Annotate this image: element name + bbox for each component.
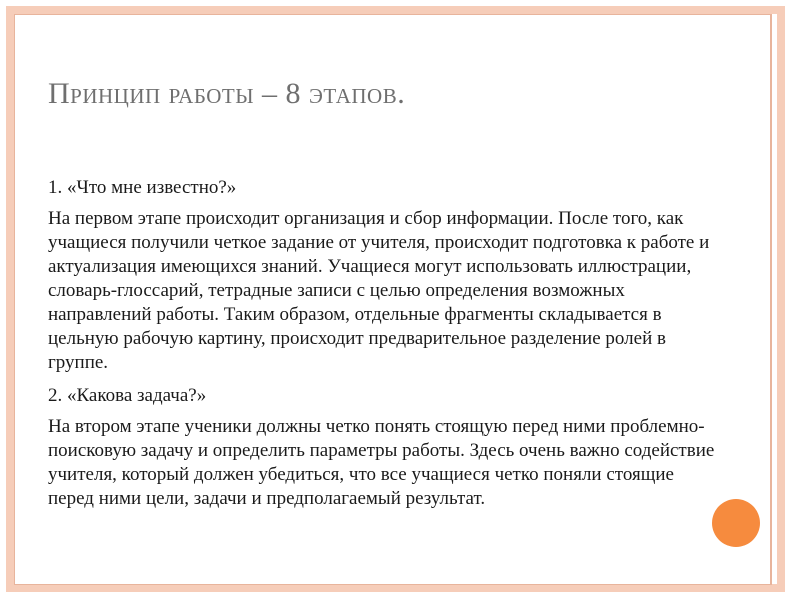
decorative-circle-icon: [712, 499, 760, 547]
slide-body: [48, 176, 718, 520]
slide-title: Принцип работы – 8 этапов.: [48, 77, 406, 110]
step-2-paragraph: На втором этапе ученики должны четко понять стоящую перед ними проблемно-поисковую задачу и определить параметры работы. Здесь очень важно содействие учителя, который должен убедиться, что все учащиеся четко поняли стоящие перед ними цели, задачи и предполагаемый результат.: [48, 416, 715, 509]
step-1-paragraph: На первом этапе происходит организация и сбор информации. После того, как учащиеся получили четкое задание от учителя, происходит подготовка к работе и актуализация имеющихся знаний. Учащиеся могут использовать иллюстрации, словарь-глоссарий, тетрадные записи с целью определения возможных направлений работы. Таким образом, отдельные фрагменты складывается в цельную рабочую картину, происходит предварительное разделение ролей в группе.: [48, 208, 710, 373]
slide-side-rule: [770, 15, 771, 584]
step-1-heading: 1. «Что мне известно?»: [48, 177, 237, 198]
step-2-heading: 2. «Какова задача?»: [48, 385, 207, 406]
